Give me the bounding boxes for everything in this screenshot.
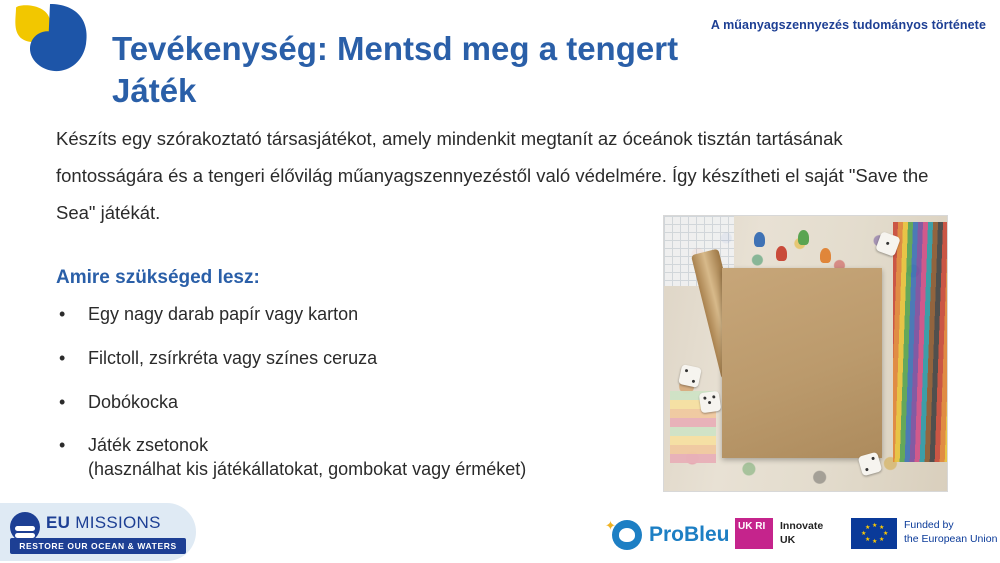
bullet-icon: • <box>59 347 66 368</box>
craft-supplies-photo <box>663 215 948 492</box>
bullet-icon: • <box>59 304 66 324</box>
page-title-line2: Játék <box>112 71 197 109</box>
footer <box>0 500 1000 563</box>
dice-icon <box>699 391 722 414</box>
eu-flag-icon: ★ ★ ★ ★ ★ ★ ★ ★ <box>851 518 897 549</box>
list-item <box>56 391 656 415</box>
probleu-mark-icon <box>605 518 642 550</box>
ukri-text <box>773 520 823 546</box>
eu-missions-logo <box>0 503 196 561</box>
ukri-text-line1: Innovate <box>780 520 824 533</box>
list-item <box>56 303 656 327</box>
coloured-pencils-decor <box>893 222 947 462</box>
probleu-label: ProBleu <box>649 523 730 546</box>
game-pawn-decor <box>754 232 765 247</box>
page-title-line1: Tevékenység: Mentsd meg a tengert <box>112 30 679 67</box>
list-item-text: Dobókocka <box>88 391 179 412</box>
list-item-text: Filctoll, zsírkréta vagy színes ceruza <box>88 347 378 368</box>
eu-missions-title-light: MISSIONS <box>70 513 161 532</box>
bullet-icon: • <box>59 435 66 456</box>
corner-logo-svg <box>6 2 102 102</box>
page-kicker: A műanyagszennyezés tudományos története <box>710 18 986 32</box>
list-item-subtext: (használhat kis játékállatokat, gombokat vagy érméket) <box>88 459 527 479</box>
photo-surface <box>664 216 947 491</box>
ukri-block: UK RI <box>735 518 773 549</box>
eu-funded-line2: the European Union <box>904 533 998 545</box>
materials-list <box>56 303 656 502</box>
bullet-icon: • <box>59 391 66 412</box>
list-item <box>56 347 656 371</box>
sparkle-icon: ✦ <box>605 518 616 533</box>
game-pawn-decor <box>776 246 787 261</box>
eu-missions-title-bold: EU <box>46 513 71 532</box>
list-item-text: Egy nagy darab papír vagy karton <box>88 304 359 324</box>
ukri-logo <box>735 518 823 549</box>
eu-funded-line1: Funded by <box>904 519 954 532</box>
kraft-paper-decor <box>722 268 882 458</box>
eu-funded-logo <box>851 517 997 549</box>
page-title <box>112 28 812 112</box>
dice-icon <box>678 364 702 388</box>
intro-paragraph: Készíts egy szórakoztató társasjátékot, amely mindenkit megtanít az óceánok tisztán tartásának fontosságára és a tengeri élővilág műanyagszennyezéstől való védelmére. Így készítheti el saját "Save the Sea" játékát. <box>56 128 929 223</box>
probleu-logo <box>605 518 730 550</box>
game-pawn-decor <box>798 230 809 245</box>
eu-funded-text <box>897 519 997 546</box>
ukri-text-line2: UK <box>780 533 796 546</box>
eu-missions-subtitle: RESTORE OUR OCEAN & WATERS <box>10 538 186 554</box>
eu-missions-title <box>46 513 161 533</box>
list-item <box>56 434 656 482</box>
eu-missions-corner-logo <box>6 2 102 102</box>
materials-heading: Amire szükséged lesz: <box>56 267 260 288</box>
game-pawn-decor <box>820 248 831 263</box>
list-item-text: Játék zsetonok <box>88 435 209 456</box>
